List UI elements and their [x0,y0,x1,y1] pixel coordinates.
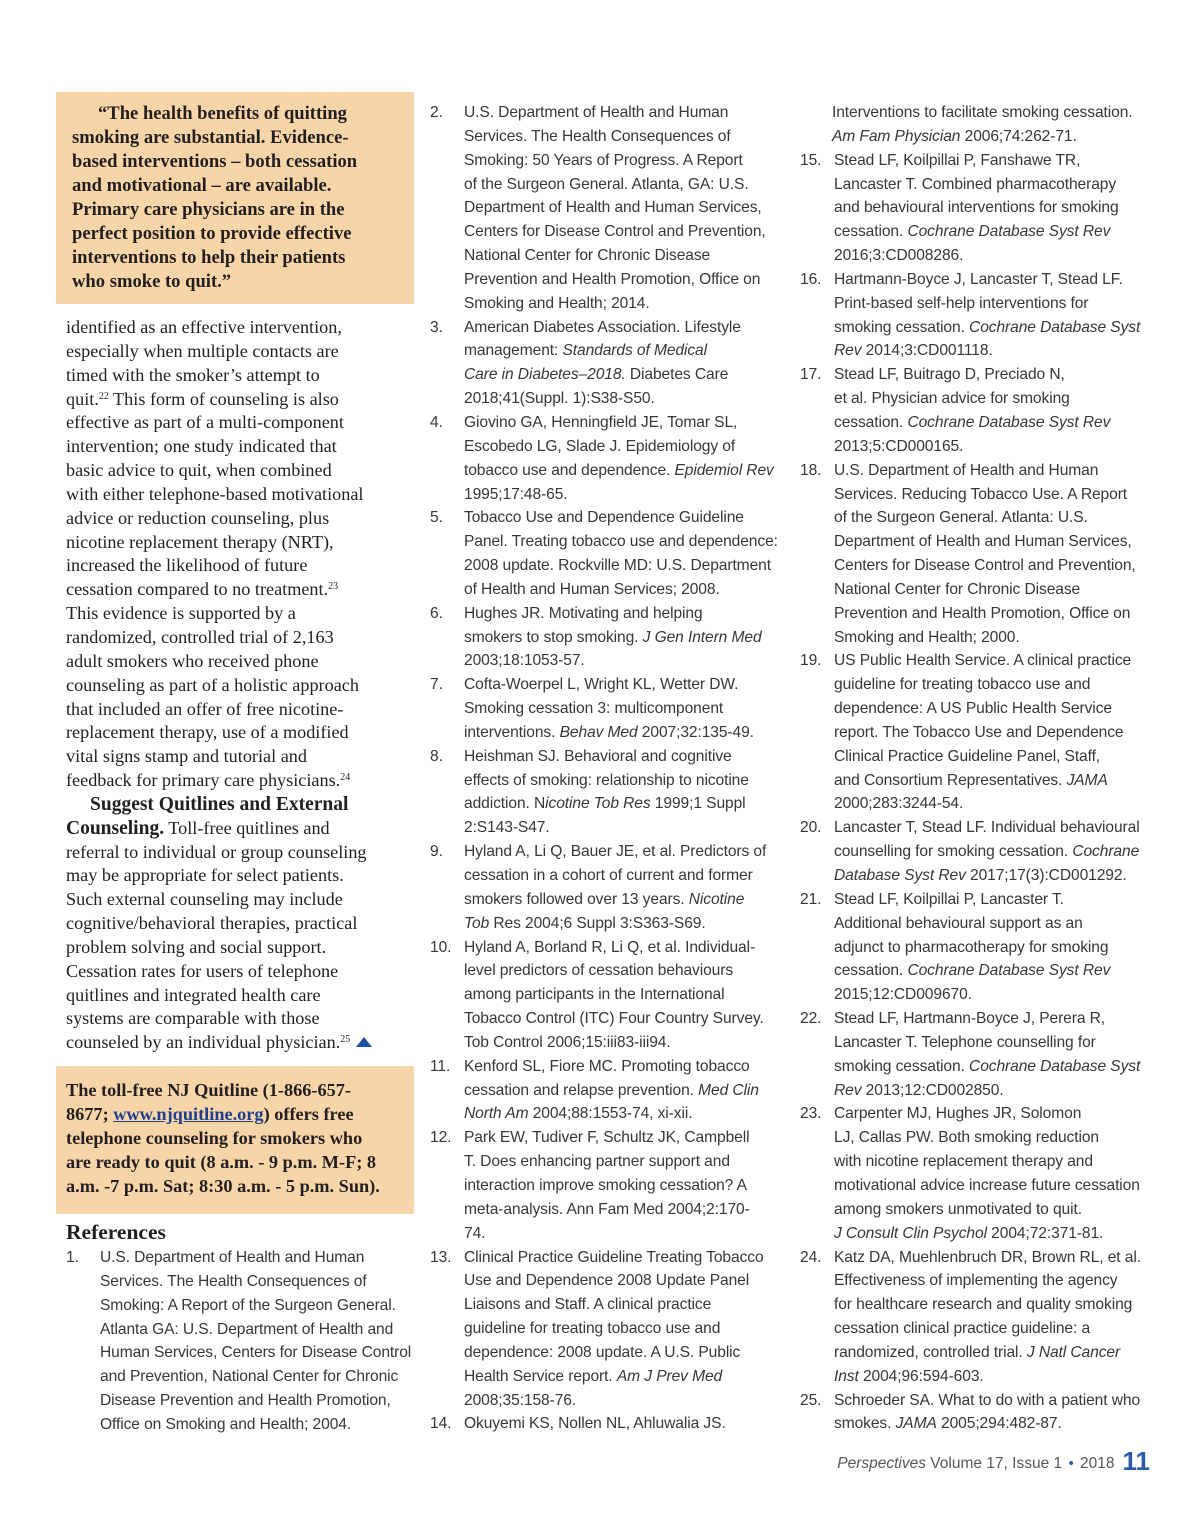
reference-number: 23. [800,1105,822,1123]
reference-item [430,506,780,601]
footer-year: 2018 [1075,1455,1115,1472]
reference-line: dependence: A US Public Health Service [834,700,1112,718]
reference-line: Use and Dependence 2008 Update Panel [464,1272,750,1290]
references-list-col3 [800,101,1152,1436]
reference-line: U.S. Department of Health and Human [834,461,1099,479]
reference-item [800,816,1152,888]
reference-number: 2. [430,104,443,121]
reference-text: Res 2004;6 Suppl 3:S363-S69. [489,914,706,932]
reference-line [464,459,780,483]
reference-line: Park EW, Tudiver F, Schultz JK, Campbell [464,1129,750,1147]
body-line: referral to individual or group counseling [66,841,367,862]
body-line [66,388,414,412]
references-heading: References [66,1220,166,1244]
reference-item [430,316,780,411]
page-footer [837,1446,1150,1477]
body-line: vital signs stamp and tutorial and [66,746,307,767]
section-heading: Suggest Quitlines and External [90,793,349,815]
quitline-line: The toll-free NJ Quitline (1-866-657- [66,1080,352,1100]
reference-number: 15. [800,151,822,169]
journal-name: JAMA [895,1415,937,1433]
reference-number: 1. [66,1249,79,1266]
reference-item [430,1412,780,1436]
reference-line: 2013;5:CD000165. [834,437,964,455]
reference-line: guideline for treating tobacco use and [464,1320,721,1338]
body-line [66,817,414,841]
reference-number: 22. [800,1010,822,1028]
reference-line: Interventions to facilitate smoking cessation. [832,104,1133,121]
reference-line [834,959,1152,983]
reference-text: 2004;88:1553-74, xi-xii. [528,1105,693,1123]
reference-number: 7. [430,676,443,694]
journal-name: Am Fam Physician [832,127,961,145]
reference-line: Cofta-Woerpel L, Wright KL, Wetter DW. [464,676,739,694]
reference-item [430,673,780,745]
reference-item [800,1102,1152,1245]
pull-quote-line: Primary care physicians are in the [72,199,345,220]
reference-text: smokers to stop smoking. [464,628,643,646]
journal-name: Am J Prev Med [616,1367,723,1385]
reference-text: 2013;12:CD002850. [861,1081,1004,1099]
reference-line: Tobacco Control (ITC) Four Country Survey. [464,1010,764,1028]
reference-line: Effectiveness of implementing the agency [834,1272,1118,1290]
pull-quote [56,92,414,304]
reference-line [834,864,1152,888]
reference-item [430,840,780,935]
body-line: problem solving and social support. [66,936,327,957]
reference-line [834,316,1152,340]
body-text-span: Toll-free quitlines and [164,817,330,838]
body-line [66,1031,414,1055]
body-line: basic advice to quit, when combined [66,460,332,481]
reference-line: Carpenter MJ, Hughes JR, Solomon [834,1105,1082,1123]
reference-line: Escobedo LG, Slade J. Epidemiology of [464,437,736,455]
body-text-span: counseled by an individual physician. [66,1032,341,1053]
reference-line: cessation in a cohort of current and former [464,867,753,884]
journal-name: J Gen Intern Med [642,628,762,646]
reference-number: 10. [430,938,452,956]
reference-number: 3. [430,318,443,336]
reference-item [430,1055,780,1127]
body-line: advice or reduction counseling, plus [66,507,330,528]
reference-line: National Center for Chronic Disease [464,247,711,265]
journal-name: Med Clin [698,1081,759,1099]
reference-item [430,936,780,1055]
reference-item [430,101,780,316]
reference-text: Diabetes Care [625,366,729,384]
reference-line: dependence: 2008 update. A U.S. Public [464,1343,741,1361]
reference-line: National Center for Chronic Disease [834,580,1081,598]
reference-line: effects of smoking: relationship to nicotine [464,771,749,789]
journal-name: icotine Tob Res [545,795,651,813]
pull-quote-line: perfect position to provide effective [72,223,352,244]
reference-line: Hughes JR. Motivating and helping [464,604,703,622]
pull-quote-line: “The health benefits of quitting [98,103,347,124]
reference-item [800,1246,1152,1389]
reference-line: Stead LF, Koilpillai P, Fanshawe TR, [834,151,1081,169]
journal-name: Cochrane Database Syst [969,318,1141,336]
reference-number: 12. [430,1129,452,1147]
reference-line: guideline for treating tobacco use and [834,676,1091,694]
reference-line: for healthcare research and quality smoking [834,1296,1133,1314]
reference-line: Smoking cessation 3: multicomponent [464,700,724,718]
reference-number: 13. [430,1248,452,1266]
pull-quote-line: who smoke to quit.” [72,271,232,292]
reference-text: 2005;294:482-87. [936,1415,1062,1433]
reference-line [834,411,1152,435]
reference-line: 2008;35:158-76. [464,1391,577,1409]
body-line: increased the likelihood of future [66,555,308,576]
citation-superscript: 23 [328,581,339,593]
reference-text: 2004;72:371-81. [986,1224,1104,1242]
body-line: intervention; one study indicated that [66,436,337,457]
reference-line [464,339,780,363]
body-line [66,578,414,602]
reference-number: 20. [800,819,822,837]
reference-continuation [800,101,1152,149]
reference-number: 24. [800,1248,822,1266]
citation-superscript: 25 [340,1034,351,1046]
reference-number: 17. [800,366,822,384]
reference-text: 2006;74:262-71. [960,127,1077,145]
reference-text: cessation. [834,223,908,241]
reference-line: 74. [464,1224,486,1242]
reference-line: Lancaster T. Combined pharmacotherapy [834,175,1117,193]
reference-line: 2:S143-S47. [464,819,550,837]
reference-item [800,363,1152,458]
reference-text: counselling for smoking cessation. [834,843,1073,861]
reference-item [430,411,780,506]
reference-line: Atlanta GA: U.S. Department of Health and [100,1320,394,1338]
reference-line: of the Surgeon General. Atlanta: U.S. [834,509,1088,527]
reference-line: meta-analysis. Ann Fam Med 2004;2:170- [464,1200,750,1218]
reference-number: 19. [800,652,822,670]
reference-line [834,339,1152,363]
quitline-callout [56,1066,414,1214]
reference-line: Schroeder SA. What to do with a patient who [834,1391,1141,1409]
pull-quote-line: interventions to help their patients [72,247,346,268]
reference-line: Clinical Practice Guideline Panel, Staff, [834,747,1101,765]
journal-title: Perspectives [837,1455,926,1472]
reference-text: smokers followed over 13 years. [464,890,689,908]
body-line: cognitive/behavioral therapies, practical [66,913,358,934]
reference-text: smokes. [834,1415,896,1433]
reference-line: cessation clinical practice guideline: a [834,1320,1091,1338]
reference-title: Standards of Medical [562,342,707,360]
journal-name: JAMA [1066,771,1108,789]
reference-line: T. Does enhancing partner support and [464,1153,730,1171]
reference-number: 4. [430,413,443,431]
reference-line: Prevention and Health Promotion, Office on [464,270,761,288]
reference-line: of the Surgeon General. Atlanta, GA: U.S. [464,175,749,193]
reference-line [834,1365,1152,1389]
body-line: with either telephone-based motivational [66,483,364,504]
reference-line: Panel. Treating tobacco use and dependence: [464,533,778,551]
body-line: systems are comparable with those [66,1008,320,1029]
journal-name: Cochrane [1072,843,1140,861]
journal-name: Cochrane Database Syst Rev [907,413,1111,431]
reference-line: Print-based self-help interventions for [834,294,1089,312]
reference-line: 2000;283:3244-54. [834,795,964,813]
reference-line: Smoking and Health; 2014. [464,294,650,312]
reference-item [800,888,1152,1007]
pull-quote-line: and motivational – are available. [72,175,332,196]
reference-line [834,1412,1152,1436]
reference-text: cessation. [834,413,908,431]
reference-line: Okuyemi KS, Nollen NL, Ahluwalia JS. [464,1415,726,1433]
reference-line [834,220,1152,244]
body-line: may be appropriate for select patients. [66,865,344,886]
reference-line: interaction improve smoking cessation? A [464,1176,747,1194]
quitline-text: 8677; [66,1104,114,1124]
reference-line: et al. Physician advice for smoking [834,390,1070,408]
reference-text: 2017;17(3):CD001292. [965,867,1127,884]
reference-line [464,363,780,387]
end-mark-triangle-icon [356,1037,372,1047]
citation-superscript: 24 [340,772,351,784]
journal-name: Nicotine [688,890,745,908]
reference-line: Smoking: A Report of the Surgeon General. [100,1296,396,1314]
body-line: adult smokers who received phone [66,650,319,671]
reference-line [834,1341,1152,1365]
reference-item [800,268,1152,363]
reference-item [66,1246,414,1437]
reference-line: 2015;12:CD009670. [834,986,972,1004]
reference-line: among smokers unmotivated to quit. [834,1200,1082,1218]
reference-line: of Health and Human Services; 2008. [464,580,720,598]
reference-line: U.S. Department of Health and Human [464,104,729,121]
body-text [66,316,414,1055]
reference-text: and Consortium Representatives. [834,771,1067,789]
quitline-line: are ready to quit (8 a.m. - 9 p.m. M-F; 8 [66,1152,377,1172]
reference-line [834,1055,1152,1079]
reference-item [430,745,780,840]
reference-text: interventions. [464,723,560,741]
body-line: Such external counseling may include [66,889,343,910]
reference-text: 2004;96:594-603. [858,1367,984,1385]
reference-line: US Public Health Service. A clinical practice [834,652,1132,670]
body-text-span: cessation compared to no treatment. [66,579,329,600]
journal-name: Epidemiol Rev [674,461,774,479]
reference-line: Department of Health and Human Services, [834,533,1132,551]
reference-number: 18. [800,461,822,479]
reference-item [430,1126,780,1245]
journal-name: Inst [834,1367,859,1385]
volume-issue: Volume 17, Issue 1 [925,1455,1067,1472]
reference-line: Centers for Disease Control and Prevention, [464,223,766,241]
reference-line: LJ, Callas PW. Both smoking reduction [834,1129,1099,1147]
reference-line [464,792,780,816]
reference-text: Health Service report. [464,1367,617,1385]
reference-line: Department of Health and Human Services, [464,199,762,217]
reference-line: Prevention and Health Promotion, Office on [834,604,1131,622]
reference-line [464,912,780,936]
reference-text: 1999;1 Suppl [650,795,746,813]
reference-line: Katz DA, Muehlenbruch DR, Brown RL, et al. [834,1248,1141,1266]
reference-number: 8. [430,747,443,765]
reference-line: Hyland A, Borland R, Li Q, et al. Individual- [464,938,756,956]
reference-line [834,769,1152,793]
reference-number: 6. [430,604,443,622]
reference-line: Heishman SJ. Behavioral and cognitive [464,747,732,765]
reference-line: Giovino GA, Henningfield JE, Tomar SL, [464,413,738,431]
quitline-line: telephone counseling for smokers who [66,1128,363,1148]
reference-number: 25. [800,1391,822,1409]
journal-name: Cochrane Database Syst Rev [907,223,1111,241]
reference-number: 9. [430,843,443,861]
pull-quote-line: smoking are substantial. Evidence- [72,127,349,148]
reference-line [464,721,780,745]
reference-line: Kenford SL, Fiore MC. Promoting tobacco [464,1057,750,1075]
reference-line: Stead LF, Koilpillai P, Lancaster T. [834,890,1064,908]
reference-item [430,602,780,674]
reference-text: smoking cessation. [834,1057,970,1075]
reference-item [800,1007,1152,1102]
body-line: that included an offer of free nicotine- [66,698,344,719]
reference-line: 2003;18:1053-57. [464,652,585,670]
page-number: 11 [1122,1446,1150,1476]
references-list-col1 [66,1246,414,1437]
reference-line [832,125,1152,149]
body-line: effective as part of a multi-component [66,412,344,433]
reference-line: adjunct to pharmacotherapy for smoking [834,938,1109,956]
reference-line: Lancaster T, Stead LF. Individual behavioural [834,819,1140,837]
body-text-span: quit. [66,388,99,409]
reference-line: 2008 update. Rockville MD: U.S. Department [464,557,771,575]
pull-quote-line: based interventions – both cessation [72,151,358,172]
reference-item [800,459,1152,650]
reference-line: Tobacco Use and Dependence Guideline [464,509,744,527]
reference-text: addiction. N [464,795,546,813]
reference-line: Services. The Health Consequences of [464,127,731,145]
reference-line: Liaisons and Staff. A clinical practice [464,1296,712,1314]
reference-item [800,1389,1152,1437]
reference-line [464,1365,780,1389]
body-line: timed with the smoker’s attempt to [66,364,320,385]
quitline-link[interactable]: www.njquitline.org [113,1104,264,1124]
reference-line: Centers for Disease Control and Prevention, [834,557,1136,575]
reference-title: Care in Diabetes–2018. [464,366,626,384]
reference-text: cessation and relapse prevention. [464,1081,699,1099]
reference-line: Disease Prevention and Health Promotion, [100,1392,391,1410]
reference-line [464,626,780,650]
journal-name: Tob [464,914,490,932]
quitline-text: ) offers free [263,1104,354,1124]
journal-name: Cochrane Database Syst [969,1057,1141,1075]
reference-line: Smoking and Health; 2000. [834,628,1020,646]
reference-item [800,149,1152,268]
reference-text: tobacco use and dependence. [464,461,675,479]
journal-name: Rev [834,342,862,360]
reference-text: management: [464,342,563,360]
reference-line [464,888,780,912]
references-list-col2 [430,101,780,1436]
journal-name: J Natl Cancer [1026,1343,1121,1361]
reference-line: Human Services, Centers for Disease Control [100,1344,412,1362]
reference-line [834,840,1152,864]
reference-number: 5. [430,509,443,527]
reference-text: randomized, controlled trial. [834,1343,1027,1361]
body-line: especially when multiple contacts are [66,340,339,361]
body-line: nicotine replacement therapy (NRT), [66,531,334,552]
reference-line: 1995;17:48-65. [464,485,568,503]
quitline-line [66,1102,404,1126]
quitline-line: a.m. -7 p.m. Sat; 8:30 a.m. - 5 p.m. Sun). [66,1176,380,1196]
reference-item [800,649,1152,816]
body-line [66,769,414,793]
body-line: randomized, controlled trial of 2,163 [66,626,334,647]
journal-name: Database Syst Rev [834,867,966,884]
reference-line: Lancaster T. Telephone counselling for [834,1033,1096,1051]
body-line: replacement therapy, use of a modified [66,722,349,743]
reference-line: Tob Control 2006;15:iii83-iii94. [464,1033,671,1051]
reference-line: Smoking: 50 Years of Progress. A Report [464,151,743,169]
reference-line: among participants in the International [464,986,725,1004]
reference-line: report. The Tobacco Use and Dependence [834,723,1124,741]
body-line: Cessation rates for users of telephone [66,960,339,981]
body-line: quitlines and integrated health care [66,984,321,1005]
reference-number: 21. [800,890,822,908]
reference-line: U.S. Department of Health and Human [100,1249,365,1266]
reference-item [430,1246,780,1413]
reference-line: Additional behavioural support as an [834,914,1083,932]
reference-line: motivational advice increase future cessation [834,1176,1140,1194]
reference-line: with nicotine replacement therapy and [834,1153,1093,1171]
reference-line: and Prevention, National Center for Chronic [100,1368,399,1386]
reference-line: Services. Reducing Tobacco Use. A Report [834,485,1128,503]
reference-line: 2018;41(Suppl. 1):S38-S50. [464,390,655,408]
reference-line: and behavioural interventions for smoking [834,199,1119,217]
journal-name: Rev [834,1081,862,1099]
reference-number: 11. [430,1057,451,1075]
body-text-span: feedback for primary care physicians. [66,770,341,791]
reference-line: Office on Smoking and Health; 2004. [100,1415,352,1433]
reference-line [834,1079,1152,1103]
citation-superscript: 22 [98,390,109,402]
reference-line: Clinical Practice Guideline Treating Tobacco [464,1248,764,1266]
journal-name: Behav Med [559,723,638,741]
reference-text: 2014;3:CD001118. [861,342,993,360]
reference-line: Stead LF, Buitrago D, Preciado N, [834,366,1065,384]
section-heading: Counseling. [66,817,165,839]
reference-line: level predictors of cessation behaviours [464,962,734,980]
reference-text: smoking cessation. [834,318,970,336]
reference-number: 14. [430,1415,452,1433]
reference-line [834,1222,1152,1246]
reference-line: Services. The Health Consequences of [100,1272,367,1290]
footer-bullet: • [1068,1455,1074,1472]
journal-name: J Consult Clin Psychol [834,1224,987,1242]
journal-name: Cochrane Database Syst Rev [907,962,1111,980]
reference-line: American Diabetes Association. Lifestyle [464,318,741,336]
reference-text: 2007;32:135-49. [637,723,754,741]
reference-line: Hyland A, Li Q, Bauer JE, et al. Predictors of [464,843,767,861]
reference-number: 16. [800,270,822,288]
journal-name: North Am [464,1105,529,1123]
body-line: This evidence is supported by a [66,603,296,624]
body-line: identified as an effective intervention, [66,317,342,337]
reference-line: 2016;3:CD008286. [834,247,964,265]
reference-line [464,1079,780,1103]
reference-text: cessation. [834,962,908,980]
body-line: counseling as part of a holistic approach [66,674,359,695]
reference-line [464,1102,780,1126]
body-text-span: This form of counseling is also [108,388,339,409]
reference-line: Stead LF, Hartmann-Boyce J, Perera R, [834,1010,1106,1028]
reference-line: Hartmann-Boyce J, Lancaster T, Stead LF. [834,270,1123,288]
